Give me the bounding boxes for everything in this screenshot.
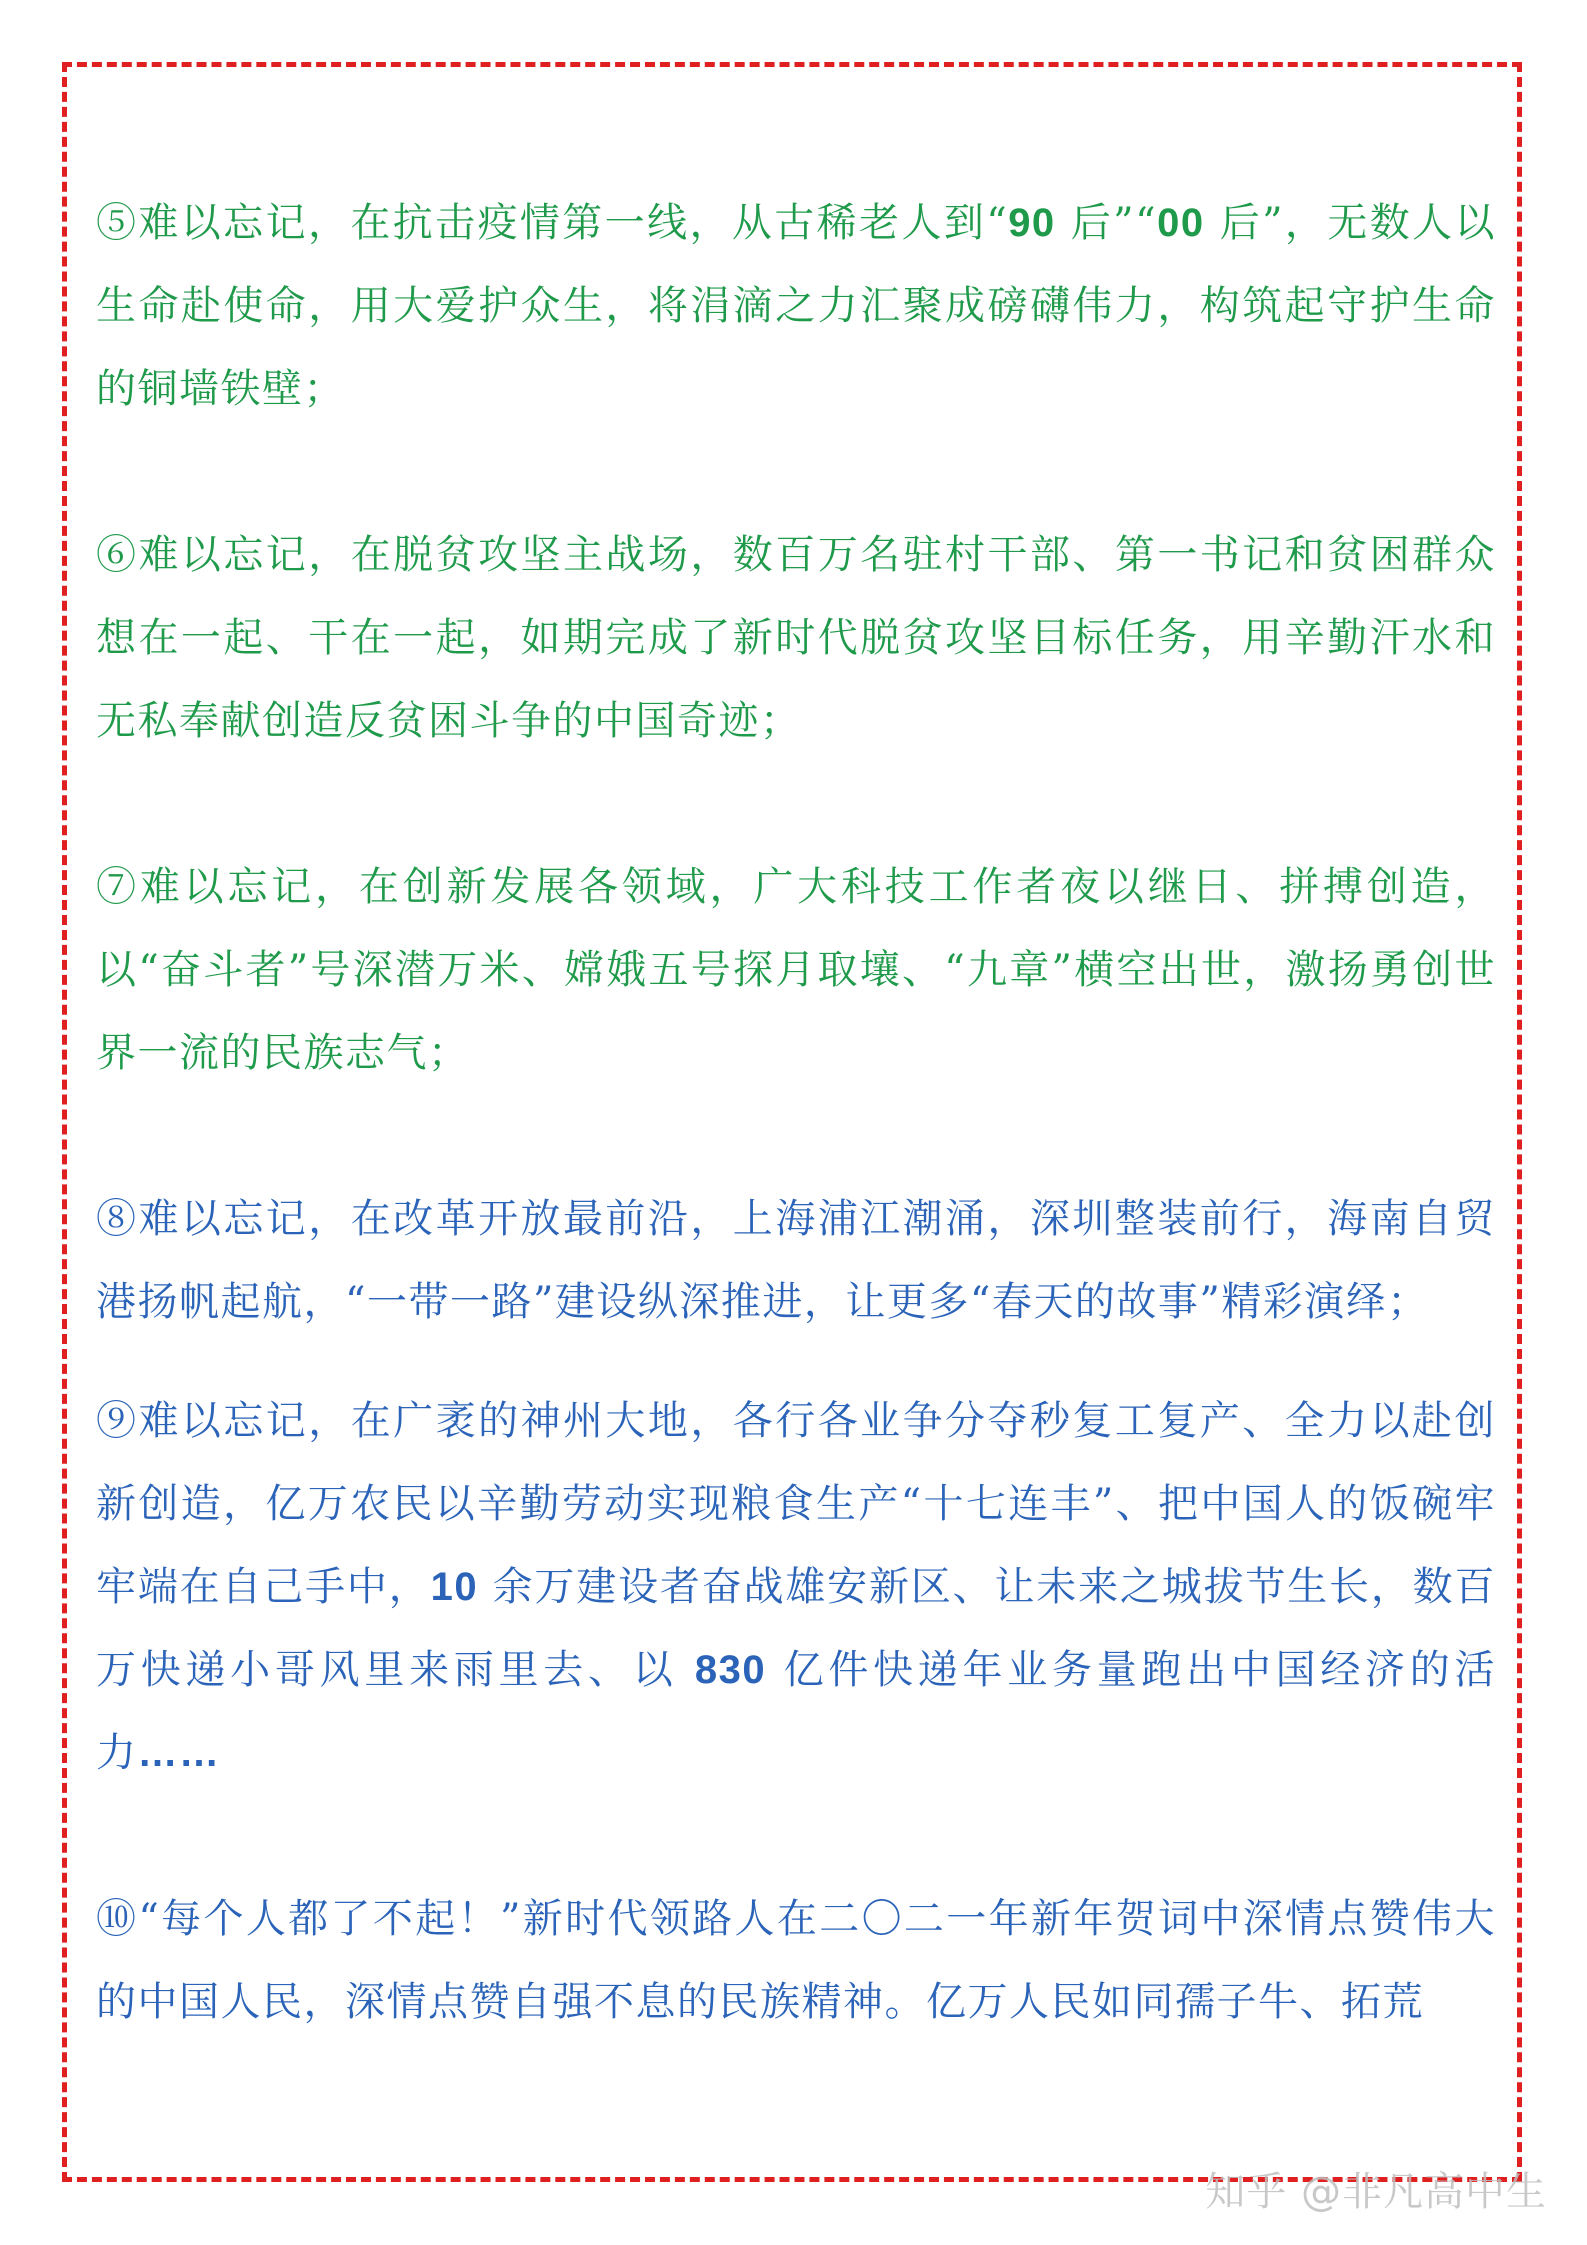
paragraph-9 <box>96 1380 1496 1795</box>
paragraph-5 <box>96 182 1496 431</box>
paragraph-5-text: ⑤难以忘记，在抗击疫情第一线，从古稀老人到“ <box>96 200 1009 246</box>
ellipsis: …… <box>137 1731 221 1775</box>
document-body <box>96 182 1496 2044</box>
paragraph-10: ⑩“每个人都了不起！”新时代领路人在二〇二一年新年贺词中深情点赞伟大的中国人民，深情点赞自强不息的民族精神。亿万人民如同孺子牛、拓荒 <box>96 1896 1496 2025</box>
paragraph-6: ⑥难以忘记，在脱贫攻坚主战场，数百万名驻村干部、第一书记和贫困群众想在一起、干在一起，如期完成了新时代脱贫攻坚目标任务，用辛勤汗水和无私奉献创造反贫困斗争的中国奇迹； <box>96 532 1496 744</box>
paragraph-8: ⑧难以忘记，在改革开放最前沿，上海浦江潮涌，深圳整装前行，海南自贸港扬帆起航，“一带一路”建设纵深推进，让更多“春天的故事”精彩演绎； <box>96 1196 1496 1325</box>
paragraph-9-text: 余万建设者奋战雄安新区、让未来之城拔节生长，数百万快递小哥风里来雨里去、以 <box>96 1564 1497 1693</box>
number-00: 00 <box>1157 201 1205 245</box>
paragraph-9-text: 亿件快递年业务量跑出中国经济的活力 <box>96 1647 1497 1776</box>
paragraph-9-text: ⑨难以忘记，在广袤的神州大地，各行各业争分夺秒复工复产、全力以赴创新创造，亿万农民以辛勤劳动实现粮食生产“十七连丰”、把中国人的饭碗牢牢端在自己手中， <box>96 1398 1496 1610</box>
number-830: 830 <box>694 1648 767 1692</box>
paragraph-5-text: 后”，无数人以生命赴使命，用大爱护众生，将涓滴之力汇聚成磅礴伟力，构筑起守护生命的铜墙铁壁； <box>96 200 1496 412</box>
paragraph-7: ⑦难以忘记，在创新发展各领域，广大科技工作者夜以继日、拼搏创造，以“奋斗者”号深潜万米、嫦娥五号探月取壤、“九章”横空出世，激扬勇创世界一流的民族志气； <box>96 864 1496 1076</box>
number-90: 90 <box>1008 201 1056 245</box>
zhihu-watermark: 知乎 @非凡高中生 <box>1205 2169 1547 2215</box>
paragraph-5-text: 后”“ <box>1055 200 1158 246</box>
number-10: 10 <box>430 1565 479 1609</box>
